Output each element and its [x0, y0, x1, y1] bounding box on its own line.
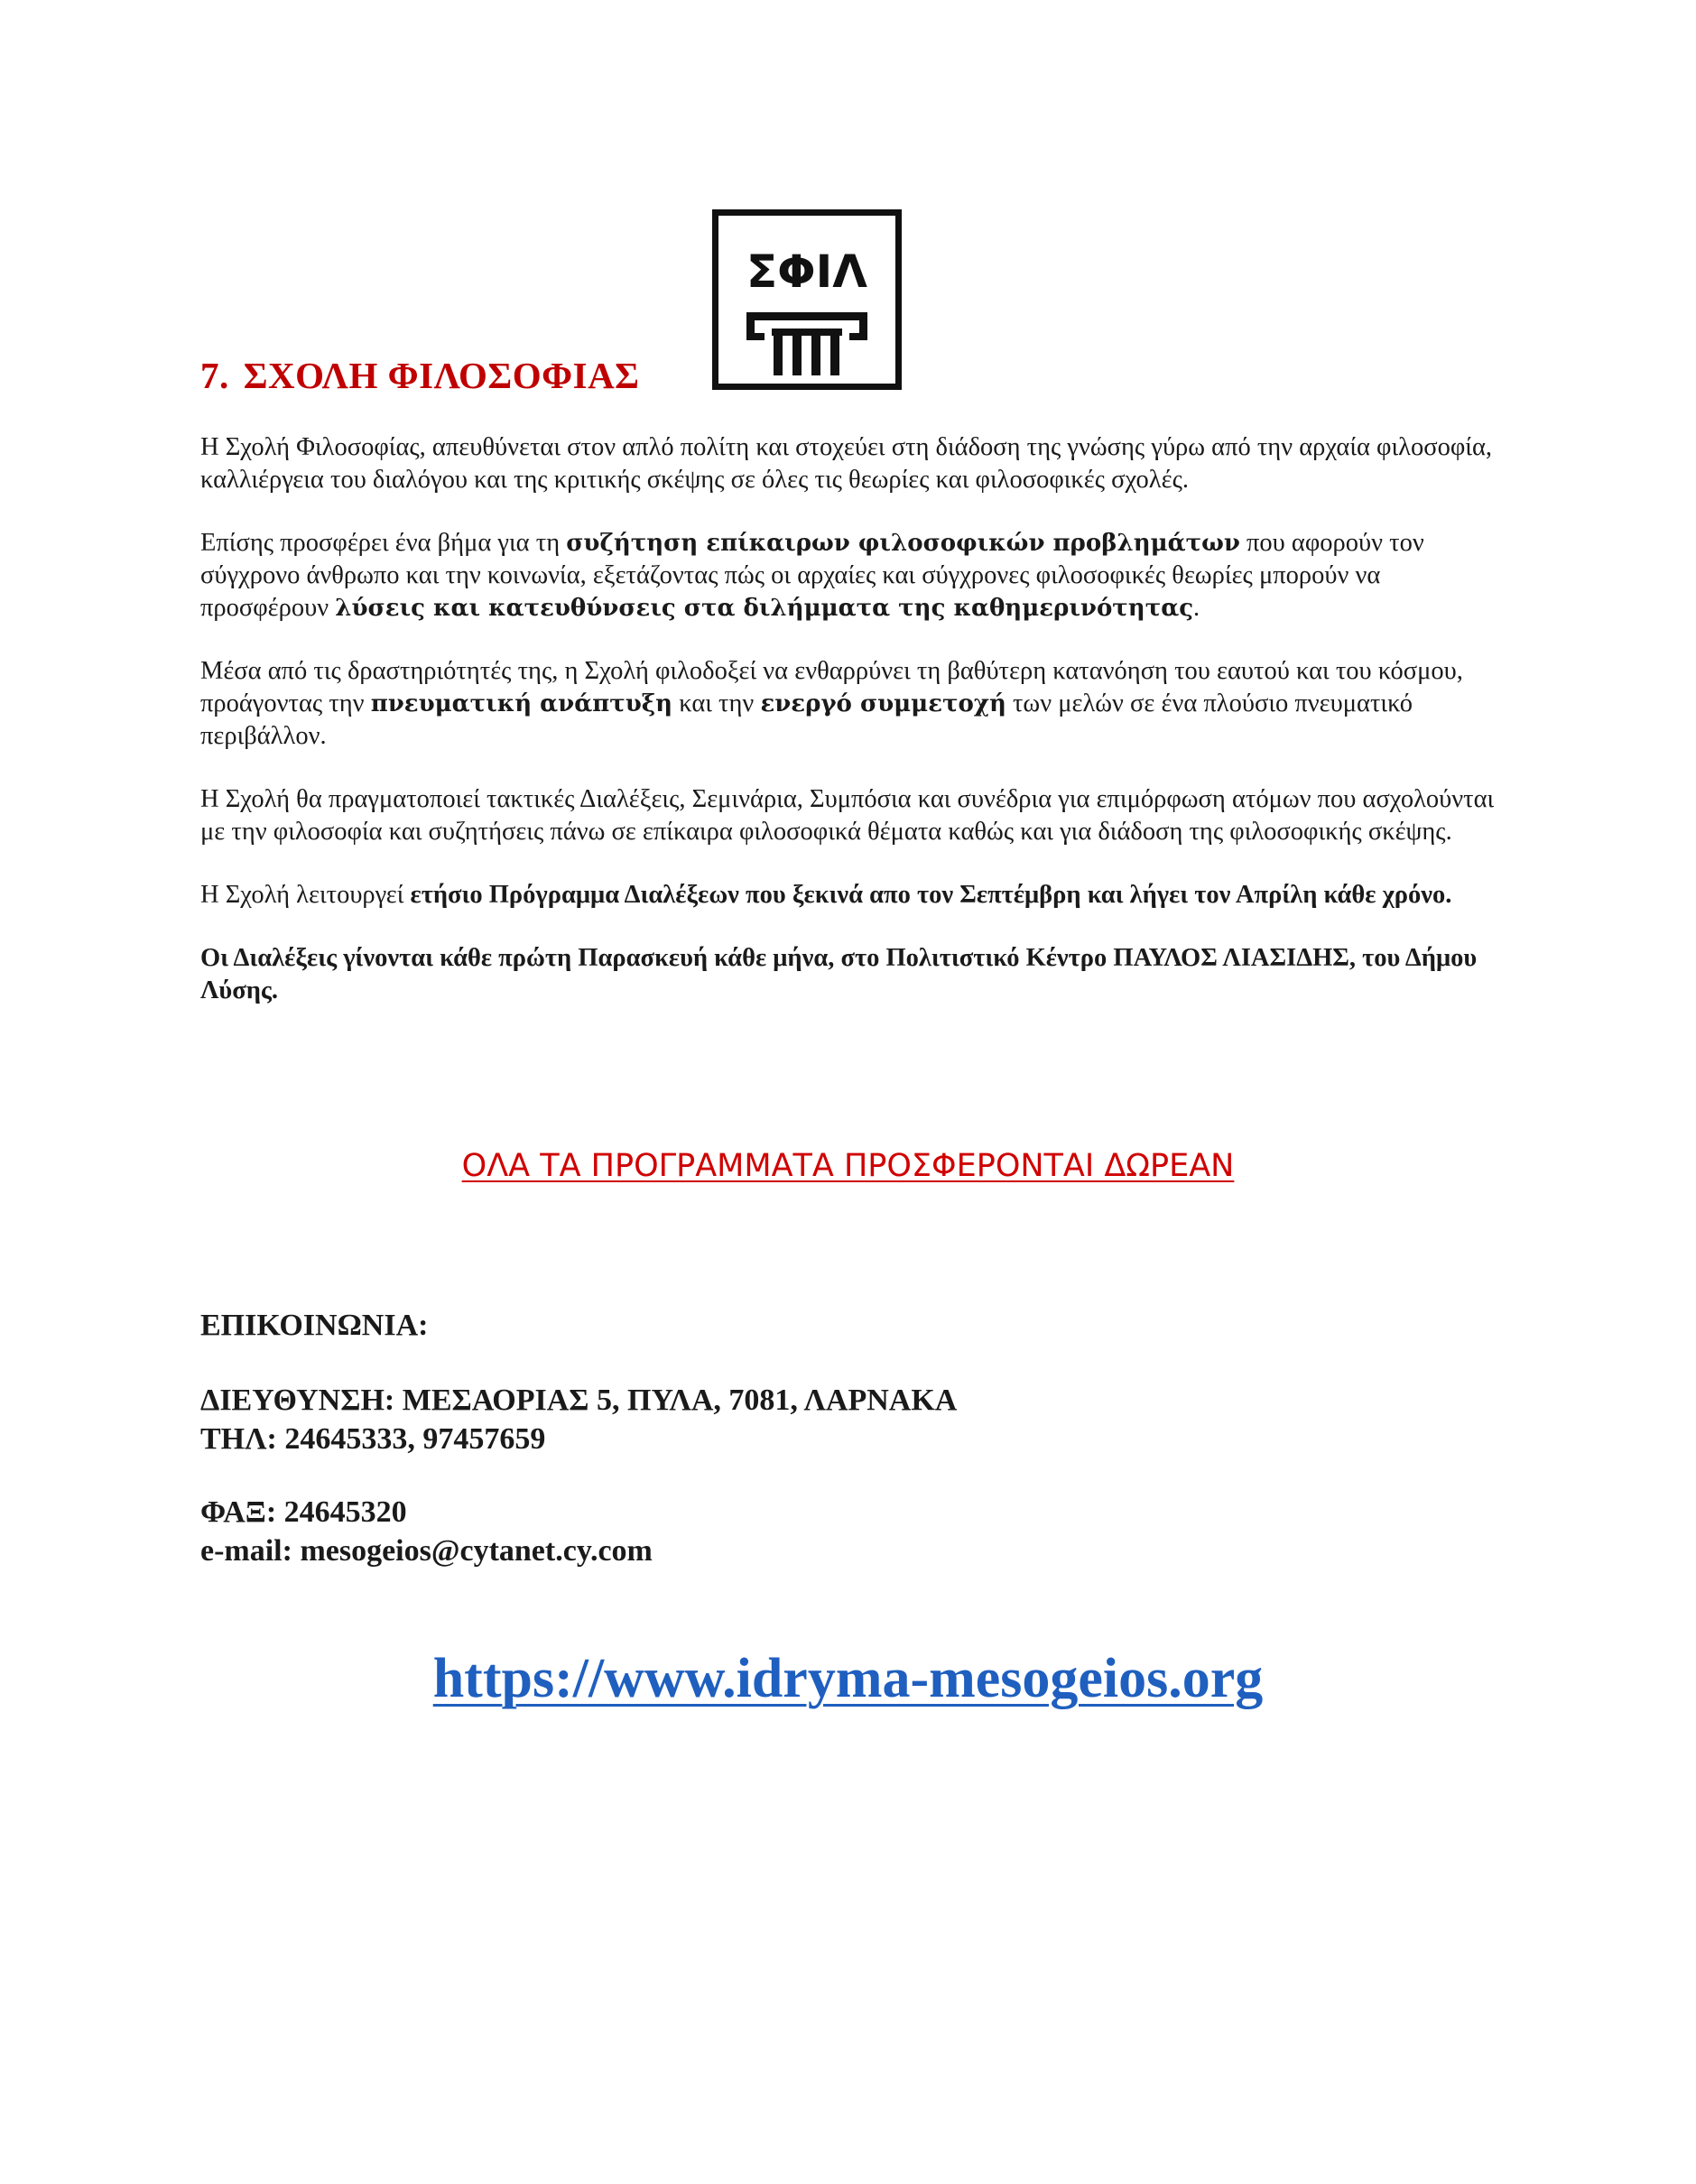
sfil-logo [712, 209, 902, 390]
paragraph-schedule: Οι Διαλέξεις γίνονται κάθε πρώτη Παρασκευή κάθε μήνα, στο Πολιτιστικό Κέντρο ΠΑΥΛΟΣ ΛΙΑΣΙΔΗΣ, του Δήμου Λύσης. [200, 944, 1478, 1004]
paragraph-annual-program [200, 879, 1500, 912]
text-run: των μελών σε ένα πλούσιο πνευματικό περιβάλλον. [200, 689, 1413, 750]
text-run: που αφορούν τον σύγχρονο άνθρωπο και την κοινωνία, εξετάζοντας πώς οι αρχαίες και σύγχρονες φιλοσοφικές θεωρίες μπορούν να προσφέρουν [200, 529, 1424, 622]
bold-run: ενεργό συμμετοχή [760, 690, 1006, 717]
free-programs-banner: ΟΛΑ ΤΑ ΠΡΟΓΡΑΜΜΑΤΑ ΠΡΟΣΦΕΡΟΝΤΑΙ ΔΩΡΕΑΝ [461, 1148, 1235, 1184]
contact-address: ΔΙΕΥΘΥΝΣΗ: ΜΕΣΑΟΡΙΑΣ 5, ΠΥΛΑ, 7081, ΛΑΡΝΑΚΑ [200, 1384, 958, 1417]
contact-heading: ΕΠΙΚΟΙΝΩΝΙΑ: [200, 1309, 429, 1342]
bold-run: πνευματική ανάπτυξη [370, 690, 673, 717]
paragraph-activities [200, 655, 1500, 753]
text-run: Μέσα από τις δραστηριότητές της, η Σχολή φιλοδοξεί να ενθαρρύνει τη βαθύτερη κατανόηση του εαυτού και του κόσμου, προάγοντας την [200, 657, 1463, 717]
section-number: 7. [200, 355, 229, 396]
text-run: Η Σχολή λειτουργεί [200, 881, 411, 909]
body-text [200, 431, 1500, 1038]
paragraph-platform [200, 527, 1500, 625]
section-title: ΣΧΟΛΗ ΦΙΛΟΣΟΦΙΑΣ [243, 355, 640, 396]
sfil-column-logo-icon [712, 209, 902, 390]
paragraph-intro: Η Σχολή Φιλοσοφίας, απευθύνεται στον απλό πολίτη και στοχεύει στη διάδοση της γνώσης γύρω από την αρχαία φιλοσοφία, καλλιέργεια του διαλόγου και της κριτικής σκέψης σε όλες τις θεωρίες και φιλοσοφικές σχολές. [200, 433, 1493, 494]
contact-email: e-mail: mesogeios@cytanet.cy.com [200, 1534, 653, 1568]
text-run: και την [672, 689, 761, 717]
bold-run: συζήτηση επίκαιρων φιλοσοφικών προβλημάτων [566, 530, 1240, 557]
section-heading [200, 354, 640, 397]
text-run: Επίσης προσφέρει ένα βήμα για τη [200, 529, 567, 557]
website-link[interactable]: https://www.idryma-mesogeios.org [432, 1648, 1264, 1709]
contact-fax: ΦΑΞ: 24645320 [200, 1495, 407, 1529]
text-run: . [1193, 594, 1200, 622]
contact-block [200, 1306, 957, 1570]
paragraph-lectures: Η Σχολή θα πραγματοποιεί τακτικές Διαλέξεις, Σεμινάρια, Συμπόσια και συνέδρια για επιμόρφωση ατόμων που ασχολούνται με την φιλοσοφία και συζητήσεις πάνω σε επίκαιρα φιλοσοφικά θέματα καθώς και για διάδοση της φιλοσοφικής σκέψης. [200, 785, 1495, 846]
bold-run: ετήσιο Πρόγραμμα Διαλέξεων που ξεκινά απο τον Σεπτέμβρη και λήγει τον Απρίλη κάθε χρόνο. [410, 881, 1452, 909]
bold-run: λύσεις και κατευθύνσεις στα διλήμματα της καθημερινότητας [335, 595, 1194, 622]
contact-phone: ΤΗΛ: 24645333, 97457659 [200, 1422, 546, 1456]
logo-text: ΣΦΙΛ [746, 245, 867, 298]
